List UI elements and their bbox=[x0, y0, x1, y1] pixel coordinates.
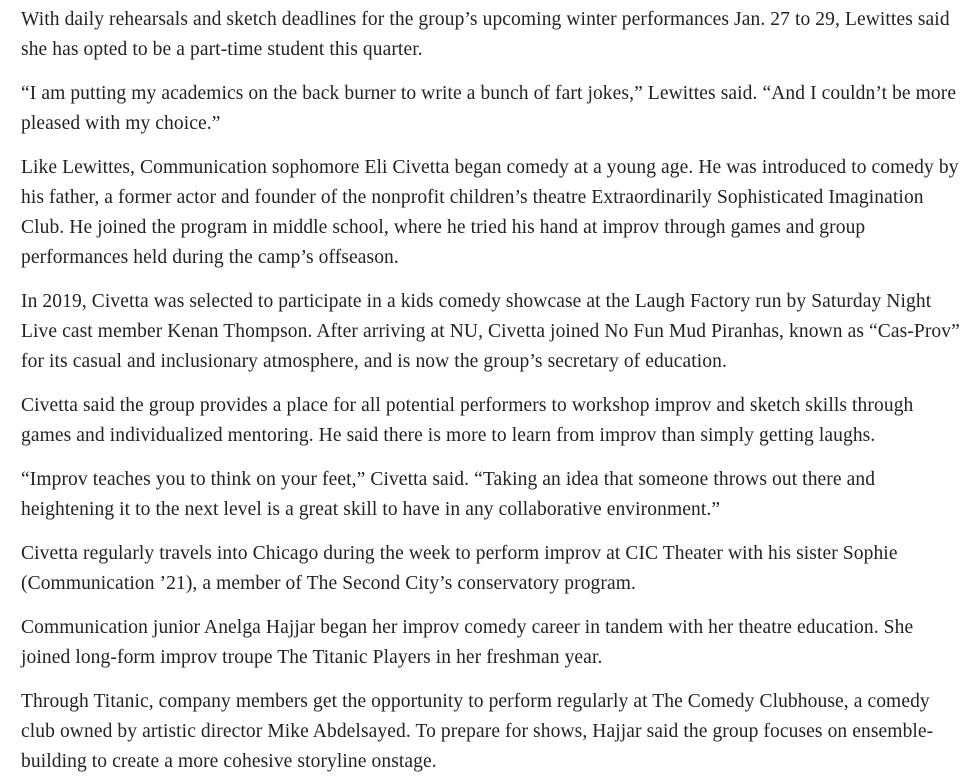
paragraph: With daily rehearsals and sketch deadlines for the group’s upcoming winter performances Jan. 27 to 29, Lewittes said she has opted to be a part-time student this quarter. bbox=[21, 9, 950, 60]
paragraph: Civetta said the group provides a place for all potential performers to workshop improv and sketch skills through games and individualized mentoring. He said there is more to learn from improv than simply getting laughs. bbox=[21, 395, 914, 446]
paragraph: Civetta regularly travels into Chicago during the week to perform improv at CIC Theater with his sister Sophie (Communication ’21), a member of The Second City’s conservatory program. bbox=[21, 543, 898, 594]
paragraph: “Improv teaches you to think on your feet,” Civetta said. “Taking an idea that someone throws out there and heightening it to the next level is a great skill to have in any collaborative environment.” bbox=[21, 469, 876, 520]
paragraph: In 2019, Civetta was selected to participate in a kids comedy showcase at the Laugh Factory run by Saturday Night Live cast member Kenan Thompson. After arriving at NU, Civetta joined No Fun Mud Piranhas, known as “Cas-Prov” for its casual and inclusionary atmosphere, and is now the group’s secretary of education. bbox=[21, 291, 960, 372]
paragraph: “I am putting my academics on the back burner to write a bunch of fart jokes,” Lewittes said. “And I couldn’t be more pleased with my choice.” bbox=[21, 83, 957, 134]
paragraph: Communication junior Anelga Hajjar began her improv comedy career in tandem with her theatre education. She joined long-form improv troupe The Titanic Players in her freshman year. bbox=[21, 617, 914, 668]
paragraph: Through Titanic, company members get the opportunity to perform regularly at The Comedy Clubhouse, a comedy club owned by artistic director Mike Abdelsayed. To prepare for shows, Hajjar said the group focuses on ensemble-building to create a more cohesive storyline onstage. bbox=[21, 691, 934, 772]
paragraph: Like Lewittes, Communication sophomore Eli Civetta began comedy at a young age. He was introduced to comedy by his father, a former actor and founder of the nonprofit children’s theatre Extraordinarily Sophisticated Imagination Club. He joined the program in middle school, where he tried his hand at improv through games and group performances held during the camp’s offseason. bbox=[21, 157, 959, 268]
